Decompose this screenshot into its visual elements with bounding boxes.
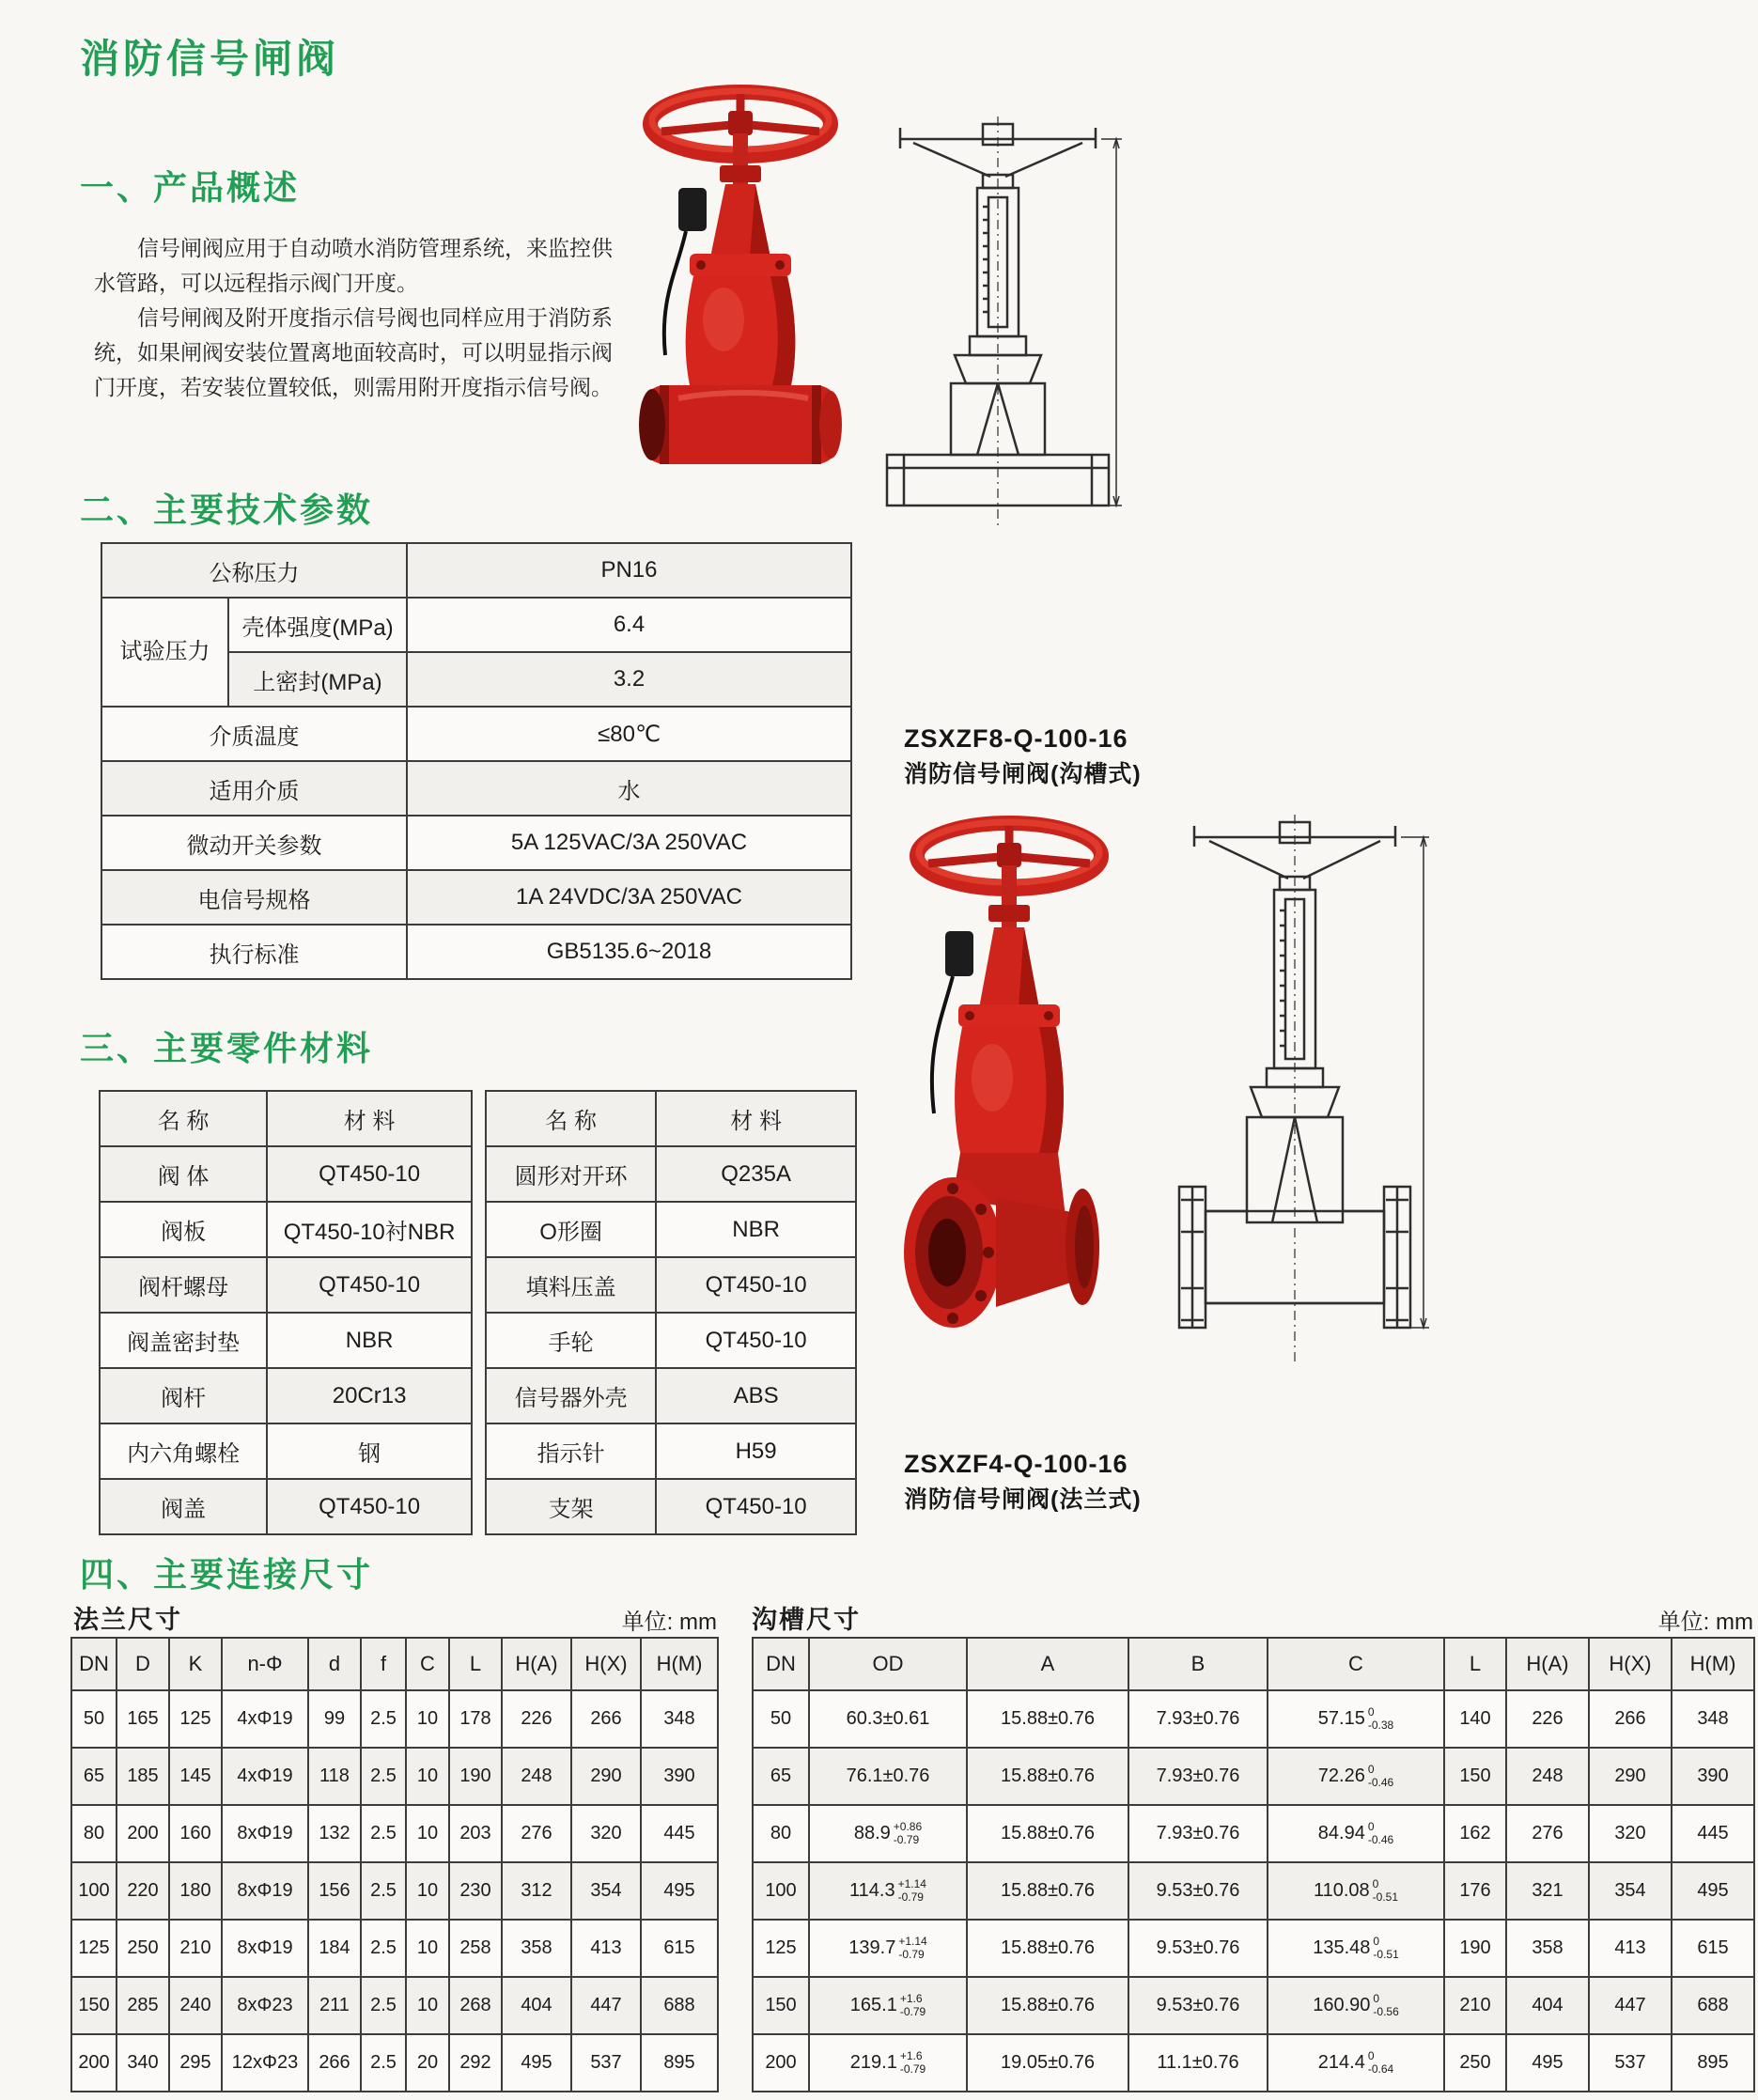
table-cell: QT450-10 bbox=[267, 1146, 472, 1202]
table-cell: 214.4 0 -0.64 bbox=[1268, 2034, 1444, 2092]
table-cell: 118 bbox=[308, 1748, 361, 1805]
param-label: 适用介质 bbox=[101, 761, 407, 816]
table-cell: 15.88±0.76 bbox=[967, 1977, 1128, 2034]
param-value: ≤80℃ bbox=[407, 707, 851, 761]
table-row bbox=[71, 1805, 718, 1862]
table-cell: 184 bbox=[308, 1920, 361, 1977]
table-cell: 210 bbox=[1444, 1977, 1506, 2034]
table-cell: 114.3 +1.14 -0.79 bbox=[809, 1862, 967, 1920]
product-label-flanged bbox=[904, 1447, 1261, 1515]
table-row bbox=[100, 1423, 472, 1479]
table-cell: H59 bbox=[656, 1423, 856, 1479]
param-value: PN16 bbox=[407, 543, 851, 598]
table-cell: 15.88±0.76 bbox=[967, 1920, 1128, 1977]
param-value: 1A 24VDC/3A 250VAC bbox=[407, 870, 851, 925]
table-cell: 110.08 0 -0.51 bbox=[1268, 1862, 1444, 1920]
table-cell: 495 bbox=[1672, 1862, 1754, 1920]
table-row bbox=[100, 1479, 472, 1534]
groove-table-caption: 沟槽尺寸 bbox=[752, 1606, 861, 1634]
column-header: H(M) bbox=[641, 1638, 718, 1690]
column-header: H(X) bbox=[571, 1638, 641, 1690]
table-cell: NBR bbox=[267, 1313, 472, 1368]
product-model: ZSXZF4-Q-100-16 bbox=[904, 1450, 1128, 1478]
table-cell: 290 bbox=[571, 1748, 641, 1805]
table-cell: 404 bbox=[502, 1977, 571, 2034]
table-cell: 615 bbox=[1672, 1920, 1754, 1977]
flange-dimensions-table bbox=[70, 1637, 719, 2092]
table-row bbox=[486, 1313, 856, 1368]
table-cell: 80 bbox=[71, 1805, 117, 1862]
product-model: ZSXZF8-Q-100-16 bbox=[904, 724, 1128, 753]
table-cell: 203 bbox=[449, 1805, 502, 1862]
section-heading-overview: 一、产品概述 bbox=[80, 168, 301, 207]
table-cell: 160 bbox=[169, 1805, 222, 1862]
table-cell: 537 bbox=[571, 2034, 641, 2092]
table-cell: 76.1±0.76 bbox=[809, 1748, 967, 1805]
table-cell: 10 bbox=[406, 1977, 449, 2034]
table-cell: QT450-10 bbox=[267, 1479, 472, 1534]
materials-table-right bbox=[485, 1090, 857, 1535]
table-cell: 447 bbox=[1589, 1977, 1672, 2034]
table-cell: 354 bbox=[571, 1862, 641, 1920]
table-cell: 2.5 bbox=[361, 2034, 406, 2092]
table-cell: 阀 体 bbox=[100, 1146, 267, 1202]
table-cell: 358 bbox=[1506, 1920, 1589, 1977]
column-header: OD bbox=[809, 1638, 967, 1690]
table-cell: 9.53±0.76 bbox=[1128, 1920, 1268, 1977]
table-cell: 8xΦ19 bbox=[222, 1805, 308, 1862]
table-cell: 15.88±0.76 bbox=[967, 1690, 1128, 1748]
table-cell: 268 bbox=[449, 1977, 502, 2034]
table-cell: 495 bbox=[502, 2034, 571, 2092]
table-cell: 320 bbox=[1589, 1805, 1672, 1862]
table-cell: 348 bbox=[1672, 1690, 1754, 1748]
table-cell: 135.48 0 -0.51 bbox=[1268, 1920, 1444, 1977]
table-row bbox=[753, 1748, 1754, 1805]
table-row bbox=[753, 2034, 1754, 2092]
table-header-row bbox=[100, 1091, 472, 1146]
table-cell: 20Cr13 bbox=[267, 1368, 472, 1423]
column-header: 材 料 bbox=[656, 1091, 856, 1146]
table-row bbox=[753, 1920, 1754, 1977]
table-cell: 7.93±0.76 bbox=[1128, 1748, 1268, 1805]
table-cell: 阀盖密封垫 bbox=[100, 1313, 267, 1368]
table-cell: 4xΦ19 bbox=[222, 1690, 308, 1748]
table-cell: 156 bbox=[308, 1862, 361, 1920]
table-header-row bbox=[71, 1638, 718, 1690]
table-cell: 276 bbox=[502, 1805, 571, 1862]
table-row bbox=[753, 1977, 1754, 2034]
table-cell: 15.88±0.76 bbox=[967, 1805, 1128, 1862]
table-cell: 15.88±0.76 bbox=[967, 1862, 1128, 1920]
table-row bbox=[753, 1862, 1754, 1920]
table-cell: 145 bbox=[169, 1748, 222, 1805]
param-value: 5A 125VAC/3A 250VAC bbox=[407, 816, 851, 870]
table-cell: 312 bbox=[502, 1862, 571, 1920]
table-cell: QT450-10 bbox=[656, 1313, 856, 1368]
column-header: 材 料 bbox=[267, 1091, 472, 1146]
table-cell: 4xΦ19 bbox=[222, 1748, 308, 1805]
table-cell: 495 bbox=[1506, 2034, 1589, 2092]
table-cell: 240 bbox=[169, 1977, 222, 2034]
table-cell: 320 bbox=[571, 1805, 641, 1862]
grooved-valve-drawing bbox=[872, 115, 1124, 530]
table-row bbox=[100, 1146, 472, 1202]
table-row bbox=[486, 1257, 856, 1313]
flanged-valve-photo bbox=[891, 803, 1128, 1362]
table-cell: 445 bbox=[1672, 1805, 1754, 1862]
table-cell: 226 bbox=[502, 1690, 571, 1748]
table-cell: 248 bbox=[502, 1748, 571, 1805]
table-cell: 200 bbox=[71, 2034, 117, 2092]
table-row bbox=[71, 1690, 718, 1748]
table-cell: QT450-10 bbox=[656, 1479, 856, 1534]
table-cell: 226 bbox=[1506, 1690, 1589, 1748]
table-cell: 88.9 +0.86 -0.79 bbox=[809, 1805, 967, 1862]
table-cell: QT450-10 bbox=[656, 1257, 856, 1313]
table-cell: 20 bbox=[406, 2034, 449, 2092]
table-cell: 信号器外壳 bbox=[486, 1368, 656, 1423]
product-label-grooved bbox=[904, 722, 1261, 789]
table-cell: 390 bbox=[641, 1748, 718, 1805]
param-value: 3.2 bbox=[407, 652, 851, 707]
table-cell: 9.53±0.76 bbox=[1128, 1977, 1268, 2034]
table-row bbox=[486, 1146, 856, 1202]
table-cell: 211 bbox=[308, 1977, 361, 2034]
table-cell: ABS bbox=[656, 1368, 856, 1423]
table-cell: 10 bbox=[406, 1805, 449, 1862]
table-cell: 100 bbox=[71, 1862, 117, 1920]
table-row bbox=[71, 1920, 718, 1977]
table-cell: 2.5 bbox=[361, 1690, 406, 1748]
column-header: D bbox=[117, 1638, 169, 1690]
column-header: L bbox=[449, 1638, 502, 1690]
table-row bbox=[101, 707, 851, 761]
table-cell: 50 bbox=[753, 1690, 809, 1748]
flange-table-caption: 法兰尺寸 bbox=[73, 1606, 182, 1634]
flange-unit-label: 单位: mm bbox=[621, 1610, 717, 1635]
table-cell: 阀杆螺母 bbox=[100, 1257, 267, 1313]
param-label: 电信号规格 bbox=[101, 870, 407, 925]
table-cell: 292 bbox=[449, 2034, 502, 2092]
table-row bbox=[486, 1423, 856, 1479]
table-cell: 358 bbox=[502, 1920, 571, 1977]
table-cell: 2.5 bbox=[361, 1748, 406, 1805]
table-cell: Q235A bbox=[656, 1146, 856, 1202]
table-row bbox=[101, 543, 851, 598]
table-cell: 200 bbox=[753, 2034, 809, 2092]
table-header-row bbox=[753, 1638, 1754, 1690]
table-cell: 11.1±0.76 bbox=[1128, 2034, 1268, 2092]
table-cell: 250 bbox=[117, 1920, 169, 1977]
overview-text bbox=[94, 231, 620, 405]
groove-unit-label: 单位: mm bbox=[1657, 1610, 1753, 1635]
column-header: H(X) bbox=[1589, 1638, 1672, 1690]
table-cell: 支架 bbox=[486, 1479, 656, 1534]
table-cell: 阀杆 bbox=[100, 1368, 267, 1423]
table-cell: 220 bbox=[117, 1862, 169, 1920]
param-label: 壳体强度(MPa) bbox=[228, 598, 407, 652]
table-cell: QT450-10衬NBR bbox=[267, 1202, 472, 1257]
table-cell: 210 bbox=[169, 1920, 222, 1977]
column-header: H(A) bbox=[1506, 1638, 1589, 1690]
table-cell: NBR bbox=[656, 1202, 856, 1257]
table-cell: 2.5 bbox=[361, 1862, 406, 1920]
table-cell: 321 bbox=[1506, 1862, 1589, 1920]
table-cell: 276 bbox=[1506, 1805, 1589, 1862]
table-row bbox=[486, 1479, 856, 1534]
table-cell: 162 bbox=[1444, 1805, 1506, 1862]
table-cell: 8xΦ19 bbox=[222, 1862, 308, 1920]
column-header: f bbox=[361, 1638, 406, 1690]
table-cell: 10 bbox=[406, 1920, 449, 1977]
table-cell: 230 bbox=[449, 1862, 502, 1920]
column-header: H(M) bbox=[1672, 1638, 1754, 1690]
product-name: 消防信号闸阀(沟槽式) bbox=[904, 761, 1142, 787]
table-cell: 手轮 bbox=[486, 1313, 656, 1368]
table-row bbox=[100, 1368, 472, 1423]
column-header: A bbox=[967, 1638, 1128, 1690]
param-value: 水 bbox=[407, 761, 851, 816]
table-cell: 2.5 bbox=[361, 1805, 406, 1862]
table-cell: 190 bbox=[1444, 1920, 1506, 1977]
table-cell: 266 bbox=[1589, 1690, 1672, 1748]
table-cell: 57.15 0 -0.38 bbox=[1268, 1690, 1444, 1748]
table-cell: 12xΦ23 bbox=[222, 2034, 308, 2092]
table-header-row bbox=[486, 1091, 856, 1146]
table-cell: 178 bbox=[449, 1690, 502, 1748]
table-cell: 258 bbox=[449, 1920, 502, 1977]
column-header: C bbox=[406, 1638, 449, 1690]
table-cell: 60.3±0.61 bbox=[809, 1690, 967, 1748]
column-header: 名 称 bbox=[486, 1091, 656, 1146]
table-row bbox=[101, 870, 851, 925]
column-header: K bbox=[169, 1638, 222, 1690]
param-value: 6.4 bbox=[407, 598, 851, 652]
column-header: H(A) bbox=[502, 1638, 571, 1690]
table-cell: 895 bbox=[641, 2034, 718, 2092]
overview-paragraph: 信号闸阀及附开度指示信号阀也同样应用于消防系统，如果闸阀安装位置离地面较高时，可以明显指示阀门开度，若安装位置较低，则需用附开度指示信号阀。 bbox=[94, 305, 613, 399]
table-cell: 895 bbox=[1672, 2034, 1754, 2092]
section-heading-materials: 三、主要零件材料 bbox=[80, 1029, 374, 1067]
table-cell: 阀板 bbox=[100, 1202, 267, 1257]
column-header: L bbox=[1444, 1638, 1506, 1690]
table-row bbox=[486, 1368, 856, 1423]
table-cell: 190 bbox=[449, 1748, 502, 1805]
table-cell: 165 bbox=[117, 1690, 169, 1748]
table-row bbox=[486, 1202, 856, 1257]
grooved-valve-photo bbox=[631, 73, 849, 520]
table-cell: 180 bbox=[169, 1862, 222, 1920]
table-cell: 10 bbox=[406, 1690, 449, 1748]
table-cell: 2.5 bbox=[361, 1977, 406, 2034]
param-label: 微动开关参数 bbox=[101, 816, 407, 870]
table-cell: 65 bbox=[753, 1748, 809, 1805]
table-cell: 99 bbox=[308, 1690, 361, 1748]
column-header: d bbox=[308, 1638, 361, 1690]
groove-dimensions-table bbox=[752, 1637, 1755, 2092]
table-cell: 阀盖 bbox=[100, 1479, 267, 1534]
table-cell: 390 bbox=[1672, 1748, 1754, 1805]
table-cell: 84.94 0 -0.46 bbox=[1268, 1805, 1444, 1862]
table-cell: 219.1 +1.6 -0.79 bbox=[809, 2034, 967, 2092]
table-cell: 340 bbox=[117, 2034, 169, 2092]
table-cell: 50 bbox=[71, 1690, 117, 1748]
table-cell: 125 bbox=[71, 1920, 117, 1977]
table-cell: QT450-10 bbox=[267, 1257, 472, 1313]
column-header: DN bbox=[753, 1638, 809, 1690]
table-cell: 2.5 bbox=[361, 1920, 406, 1977]
table-cell: 150 bbox=[753, 1977, 809, 2034]
table-cell: 65 bbox=[71, 1748, 117, 1805]
table-cell: 688 bbox=[641, 1977, 718, 2034]
column-header: DN bbox=[71, 1638, 117, 1690]
table-cell: 内六角螺栓 bbox=[100, 1423, 267, 1479]
column-header: B bbox=[1128, 1638, 1268, 1690]
section-heading-tech-params: 二、主要技术参数 bbox=[80, 490, 374, 529]
table-cell: 80 bbox=[753, 1805, 809, 1862]
table-row bbox=[753, 1805, 1754, 1862]
table-cell: 537 bbox=[1589, 2034, 1672, 2092]
table-cell: 125 bbox=[753, 1920, 809, 1977]
table-cell: 413 bbox=[571, 1920, 641, 1977]
table-cell: 495 bbox=[641, 1862, 718, 1920]
param-label: 执行标准 bbox=[101, 925, 407, 979]
table-cell: 10 bbox=[406, 1862, 449, 1920]
materials-table-left bbox=[99, 1090, 473, 1535]
table-cell: 354 bbox=[1589, 1862, 1672, 1920]
table-cell: 447 bbox=[571, 1977, 641, 2034]
table-cell: 266 bbox=[571, 1690, 641, 1748]
table-cell: 200 bbox=[117, 1805, 169, 1862]
table-cell: 165.1 +1.6 -0.79 bbox=[809, 1977, 967, 2034]
table-cell: 266 bbox=[308, 2034, 361, 2092]
column-header: n-Φ bbox=[222, 1638, 308, 1690]
section-heading-dimensions: 四、主要连接尺寸 bbox=[80, 1555, 374, 1594]
table-cell: 404 bbox=[1506, 1977, 1589, 2034]
table-cell: 指示针 bbox=[486, 1423, 656, 1479]
column-header: C bbox=[1268, 1638, 1444, 1690]
param-value: GB5135.6~2018 bbox=[407, 925, 851, 979]
table-cell: 185 bbox=[117, 1748, 169, 1805]
table-row bbox=[71, 2034, 718, 2092]
table-cell: 10 bbox=[406, 1748, 449, 1805]
table-row bbox=[101, 816, 851, 870]
table-cell: 290 bbox=[1589, 1748, 1672, 1805]
param-group-label: 试验压力 bbox=[101, 598, 228, 707]
table-cell: 132 bbox=[308, 1805, 361, 1862]
table-cell: 填料压盖 bbox=[486, 1257, 656, 1313]
table-cell: 413 bbox=[1589, 1920, 1672, 1977]
table-row bbox=[100, 1313, 472, 1368]
table-cell: 100 bbox=[753, 1862, 809, 1920]
table-cell: 248 bbox=[1506, 1748, 1589, 1805]
table-row bbox=[753, 1690, 1754, 1748]
table-cell: 250 bbox=[1444, 2034, 1506, 2092]
table-cell: 125 bbox=[169, 1690, 222, 1748]
param-label: 介质温度 bbox=[101, 707, 407, 761]
table-row bbox=[100, 1202, 472, 1257]
column-header: 名 称 bbox=[100, 1091, 267, 1146]
table-cell: 7.93±0.76 bbox=[1128, 1805, 1268, 1862]
table-cell: 295 bbox=[169, 2034, 222, 2092]
tech-params-table bbox=[101, 542, 852, 980]
table-cell: 615 bbox=[641, 1920, 718, 1977]
table-cell: 8xΦ23 bbox=[222, 1977, 308, 2034]
table-row bbox=[71, 1748, 718, 1805]
table-row bbox=[101, 761, 851, 816]
table-row bbox=[71, 1862, 718, 1920]
table-cell: 150 bbox=[71, 1977, 117, 2034]
table-cell: 72.26 0 -0.46 bbox=[1268, 1748, 1444, 1805]
flanged-valve-drawing bbox=[1160, 813, 1433, 1367]
table-cell: 285 bbox=[117, 1977, 169, 2034]
table-cell: 348 bbox=[641, 1690, 718, 1748]
overview-paragraph: 信号闸阀应用于自动喷水消防管理系统，来监控供水管路，可以远程指示阀门开度。 bbox=[94, 236, 613, 295]
table-cell: 139.7 +1.14 -0.79 bbox=[809, 1920, 967, 1977]
table-cell: 7.93±0.76 bbox=[1128, 1690, 1268, 1748]
param-label: 上密封(MPa) bbox=[228, 652, 407, 707]
table-row bbox=[71, 1977, 718, 2034]
table-cell: 15.88±0.76 bbox=[967, 1748, 1128, 1805]
table-cell: 9.53±0.76 bbox=[1128, 1862, 1268, 1920]
table-cell: 445 bbox=[641, 1805, 718, 1862]
table-cell: 8xΦ19 bbox=[222, 1920, 308, 1977]
table-cell: 688 bbox=[1672, 1977, 1754, 2034]
table-cell: O形圈 bbox=[486, 1202, 656, 1257]
table-row bbox=[100, 1257, 472, 1313]
table-cell: 圆形对开环 bbox=[486, 1146, 656, 1202]
table-cell: 176 bbox=[1444, 1862, 1506, 1920]
product-name: 消防信号闸阀(法兰式) bbox=[904, 1486, 1142, 1513]
table-cell: 钢 bbox=[267, 1423, 472, 1479]
param-label: 公称压力 bbox=[101, 543, 407, 598]
page-title: 消防信号闸阀 bbox=[80, 37, 340, 81]
table-cell: 160.90 0 -0.56 bbox=[1268, 1977, 1444, 2034]
table-cell: 140 bbox=[1444, 1690, 1506, 1748]
table-cell: 150 bbox=[1444, 1748, 1506, 1805]
table-row bbox=[101, 925, 851, 979]
table-cell: 19.05±0.76 bbox=[967, 2034, 1128, 2092]
table-row bbox=[101, 598, 851, 652]
